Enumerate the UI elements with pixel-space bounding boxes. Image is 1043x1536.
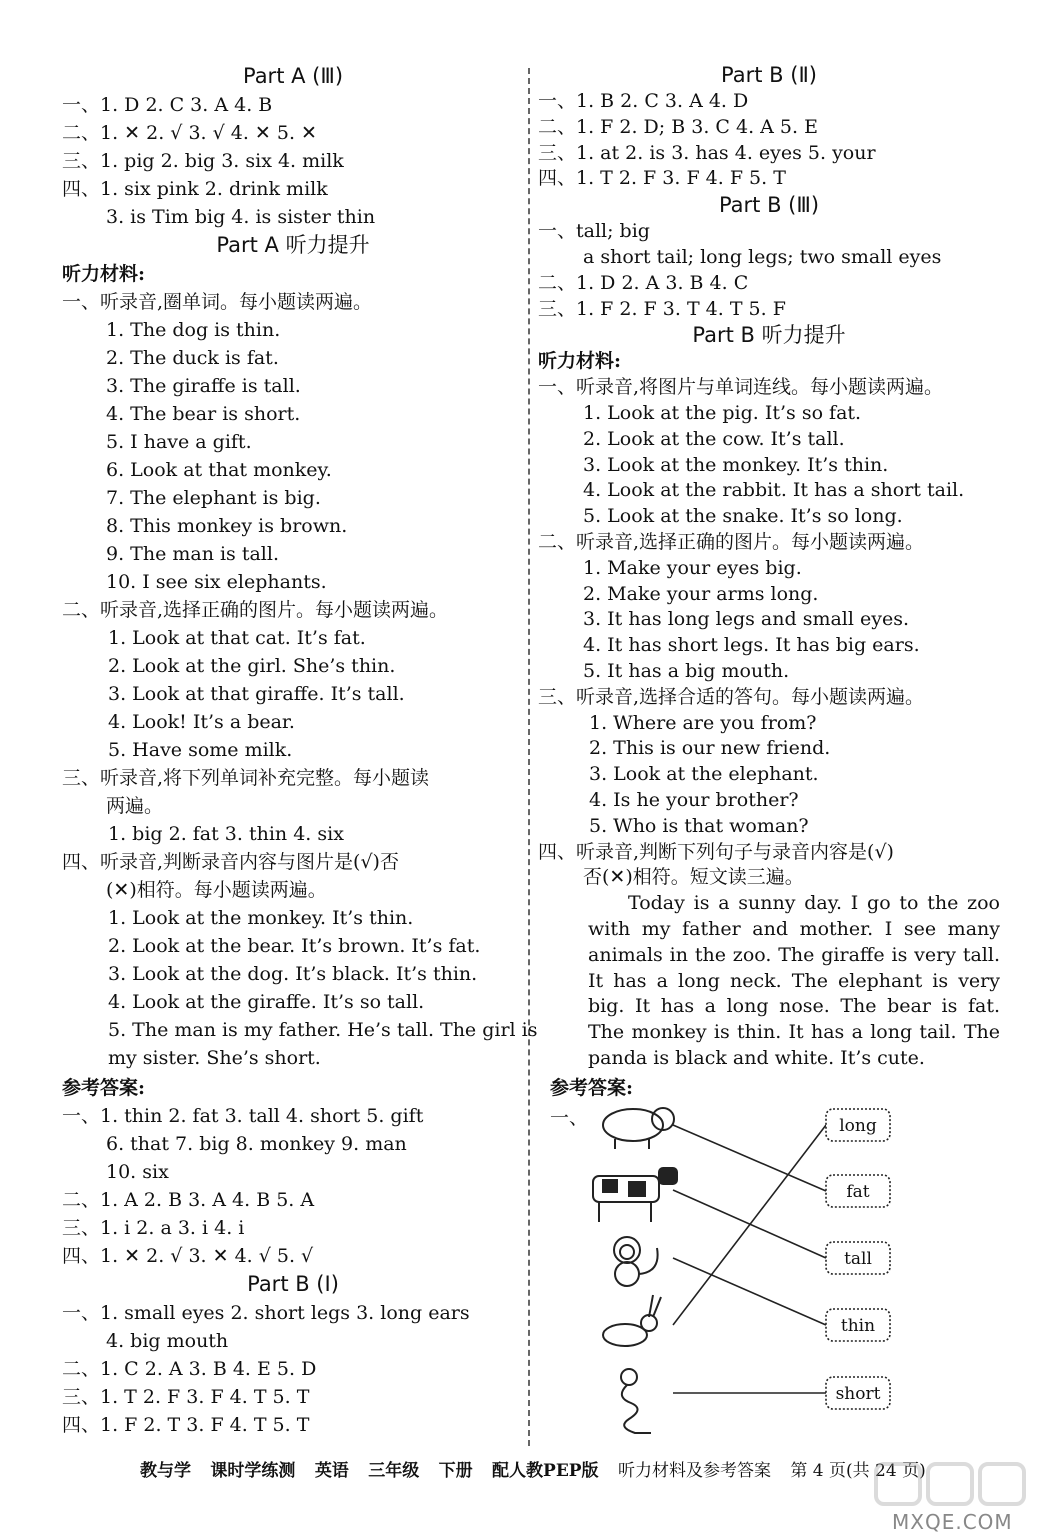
right-line: 一、1. B 2. C 3. A 4. D [538,90,749,112]
left-line: 5. I have a gift. [106,431,252,453]
right-lines [538,62,1000,891]
right-line: 四、1. T 2. F 3. F 4. F 5. T [538,167,786,190]
left-line: 四、1. ✕ 2. √ 3. ✕ 4. √ 5. √ [62,1245,314,1267]
watermark-text: MXQE.COM [892,1510,1013,1534]
right-heading: Part B 听力提升 [692,323,846,348]
left-line: 四、1. F 2. T 3. F 4. T 5. T [62,1414,310,1436]
left-line: 二、听录音,选择正确的图片。每小题读两遍。 [62,599,449,621]
left-line: 10. I see six elephants. [106,571,327,593]
left-line: (✕)相符。每小题读两遍。 [106,879,327,901]
page-footer [140,1456,940,1481]
match-svg [538,1103,1000,1438]
match-number: 一、 [550,1107,589,1130]
left-line: 三、1. T 2. F 3. F 4. T 5. T [62,1386,310,1408]
answers-label: 参考答案: [550,1076,634,1099]
footer-grade: 三年级 [368,1461,420,1481]
match-line [673,1125,826,1325]
right-line: 2. Look at the cow. It’s tall. [583,427,845,450]
left-line: 8. This monkey is brown. [106,515,348,537]
left-line: 一、1. small eyes 2. short legs 3. long ears [62,1302,470,1324]
left-line: 1. big 2. fat 3. thin 4. six [108,823,344,845]
left-line: 三、1. pig 2. big 3. six 4. milk [62,150,344,172]
right-line: 3. It has long legs and small eyes. [583,608,909,631]
left-line: 7. The elephant is big. [106,487,321,509]
word-label: fat [846,1182,870,1203]
word-label: thin [840,1316,876,1337]
footer-series: 课时学练测 [210,1461,296,1481]
word-label: tall [844,1249,872,1270]
left-line: 四、1. six pink 2. drink milk [62,178,328,200]
left-line: 5. Have some milk. [108,739,293,761]
word-label: short [835,1384,881,1405]
right-line: 2. Make your arms long. [583,582,819,605]
left-line: 3. Look at the dog. It’s black. It’s thin. [108,963,478,985]
left-line: 5. The man is my father. He’s tall. The girl is [108,1019,538,1041]
left-line: 2. The duck is fat. [106,347,279,369]
left-line: 4. The bear is short. [106,403,301,425]
right-line: 四、听录音,判断下列句子与录音内容是(√) [538,840,894,863]
left-line: 2. Look at the girl. She’s thin. [108,655,396,677]
right-line: 二、1. F 2. D; B 3. C 4. A 5. E [538,115,818,138]
right-line: 5. Look at the snake. It’s so long. [583,505,903,528]
right-line: 三、听录音,选择合适的答句。每小题读两遍。 [538,685,925,708]
left-line: 二、1. C 2. A 3. B 4. E 5. D [62,1358,317,1380]
right-line: 5. Who is that woman? [589,814,809,837]
match-line [673,1258,826,1325]
left-line: 3. is Tim big 4. is sister thin [106,206,376,228]
right-line: 二、1. D 2. A 3. B 4. C [538,271,749,294]
left-line: 参考答案: [62,1077,146,1099]
left-column [62,62,538,1439]
right-line: 听力材料: [538,350,622,373]
footer-volume: 下册 [438,1461,473,1481]
left-heading: Part A (Ⅲ) [242,64,344,88]
left-line: 2. Look at the bear. It’s brown. It’s fat. [108,935,481,957]
left-line: 一、1. thin 2. fat 3. tall 4. short 5. gift [62,1105,424,1127]
left-line: 听力材料: [62,263,146,285]
footer-section: 听力材料及参考答案 [617,1461,771,1481]
match-line [673,1125,826,1191]
left-line: 4. Look! It’s a bear. [108,711,295,733]
passage: Today is a sunny day. I go to the zoo with my father and mother. I see many animals in the zoo. The giraffe is very tall. It has a long neck. The elephant is very big. It has a long nose. The bear is fat. The monkey is thin. It has a long tail. The panda is black and white. It’s cute. [588,892,1000,1069]
right-heading: Part B (Ⅱ) [721,63,817,87]
right-line: 4. It has short legs. It has big ears. [583,634,920,657]
right-line: 一、tall; big [538,220,650,243]
left-line: 三、听录音,将下列单词补充完整。每小题读 [62,767,430,789]
right-line: 1. Look at the pig. It’s so fat. [583,401,862,424]
right-column [538,62,1000,1438]
left-line: 4. big mouth [106,1330,229,1352]
right-line: 三、1. at 2. is 3. has 4. eyes 5. your [538,141,876,164]
left-line: 1. The dog is thin. [106,319,281,341]
footer-brand: 教与学 [140,1461,191,1481]
right-line: 二、听录音,选择正确的图片。每小题读两遍。 [538,530,925,553]
column-divider [528,68,530,1446]
left-line: 10. six [106,1161,169,1183]
left-line: 一、1. D 2. C 3. A 4. B [62,94,273,116]
footer-page: 第 4 页(共 24 页) [790,1461,926,1481]
left-line: 4. Look at the giraffe. It’s so tall. [108,991,425,1013]
left-line: 二、1. ✕ 2. √ 3. √ 4. ✕ 5. ✕ [62,122,317,144]
left-line: my sister. She’s short. [108,1047,321,1069]
right-heading: Part B (Ⅲ) [718,193,820,218]
right-line: 否(✕)相符。短文读三遍。 [583,866,804,889]
monkey-icon [614,1237,658,1286]
left-heading: Part B (Ⅰ) [247,1272,339,1296]
left-heading: Part A 听力提升 [216,233,370,257]
right-line: 3. Look at the elephant. [589,763,819,786]
right-line: 2. This is our new friend. [589,737,831,760]
matching-diagram [538,1103,1000,1438]
left-line: 三、1. i 2. a 3. i 4. i [62,1217,245,1239]
word-label: long [839,1116,877,1137]
right-line: 4. Is he your brother? [589,788,799,811]
cow-icon [593,1168,677,1222]
left-line: 9. The man is tall. [106,543,280,565]
left-line: 6. Look at that monkey. [106,459,332,481]
right-line: 一、听录音,将图片与单词连线。每小题读两遍。 [538,376,944,399]
right-line: a short tail; long legs; two small eyes [583,245,942,268]
right-line: 4. Look at the rabbit. It has a short tail. [583,479,965,502]
footer-subject: 英语 [314,1461,349,1481]
right-line: 1. Make your eyes big. [583,556,802,579]
left-line: 3. The giraffe is tall. [106,375,301,397]
right-line: 3. Look at the monkey. It’s thin. [583,453,889,476]
left-line: 1. Look at that cat. It’s fat. [108,627,366,649]
footer-edition: 配人教PEP版 [492,1461,599,1481]
right-line: 5. It has a big mouth. [583,659,790,682]
left-line: 6. that 7. big 8. monkey 9. man [106,1133,407,1155]
left-line: 3. Look at that giraffe. It’s tall. [108,683,405,705]
left-line: 二、1. A 2. B 3. A 4. B 5. A [62,1189,315,1211]
rabbit-icon [603,1295,661,1346]
left-line: 两遍。 [106,795,164,817]
left-line: 一、听录音,圈单词。每小题读两遍。 [62,291,373,313]
right-line: 1. Where are you from? [589,711,817,734]
snake-icon [621,1369,651,1433]
left-line: 四、听录音,判断录音内容与图片是(√)否 [62,851,399,873]
left-line: 1. Look at the monkey. It’s thin. [108,907,414,929]
right-line: 三、1. F 2. F 3. T 4. T 5. F [538,297,786,320]
pig-icon [603,1108,674,1149]
